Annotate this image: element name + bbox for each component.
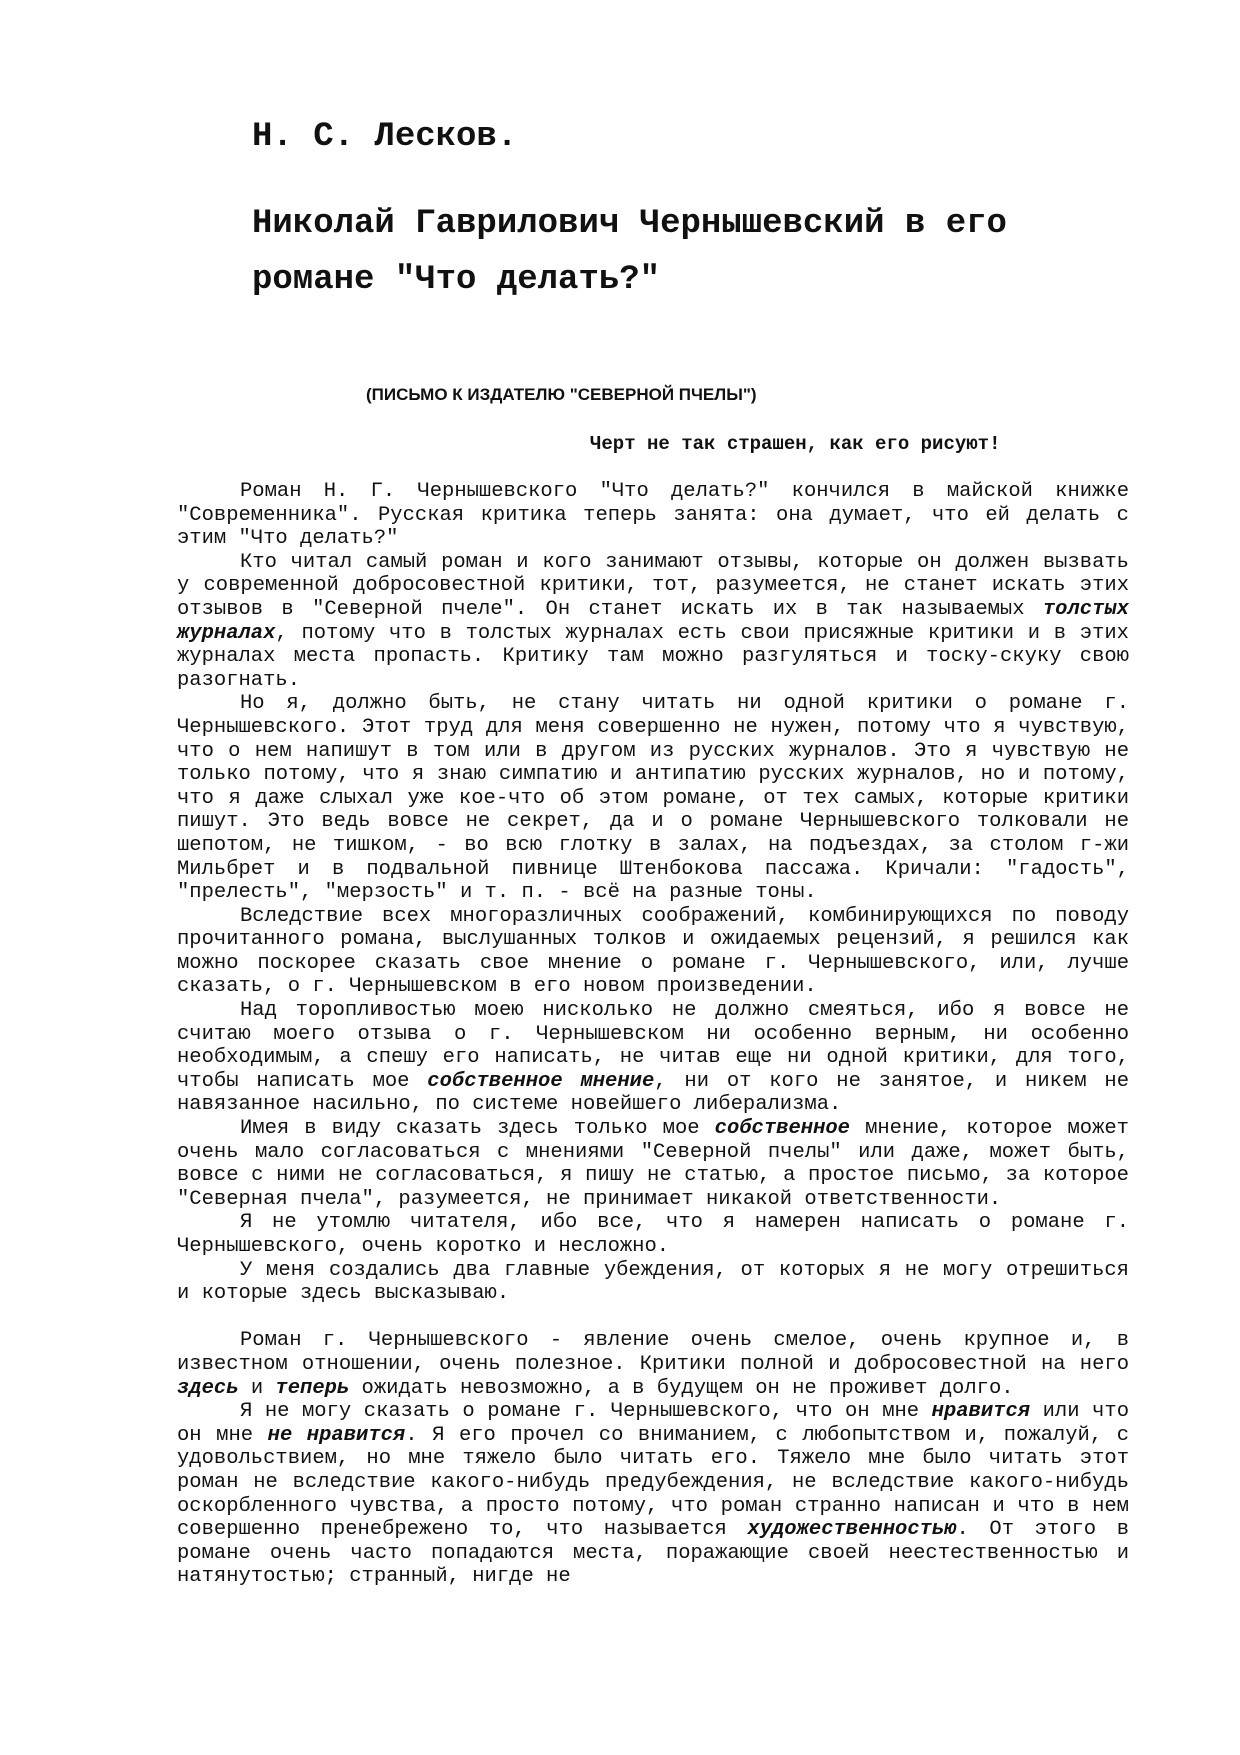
title-line-2: романе "Что делать?" <box>252 261 661 299</box>
emphasis: толстых журналах <box>177 597 1129 645</box>
body-text <box>177 480 1129 1589</box>
paragraph-9: Роман г. Чернышевского - явление очень смелое, очень крупное и, в известном отношении, очень полезное. Критики полной и добросовестной на него здесь и теперь ожидать невозможно, а в будущем он не проживет долго. <box>177 1329 1129 1400</box>
emphasis: здесь <box>177 1376 239 1400</box>
epigraph: Черт не так страшен, как его рисуют! <box>590 433 1001 455</box>
paragraph-2: Кто читал самый роман и кого занимают отзывы, которые он должен вызвать у современной добросовестной критики, тот, разумеется, не станет искать этих отзывов в "Северной пчеле". Он станет искать их в так называемых толстых журналах, потому что в толстых журналах есть свои присяжные критики и в этих журналах места пропасть. Критику там можно разгуляться и тоску-скуку свою разогнать. <box>177 550 1129 692</box>
paragraph-10: Я не могу сказать о романе г. Чернышевского, что он мне нравится или что он мне не нравится. Я его прочел со вниманием, с любопытством и, пожалуй, с удовольствием, но мне тяжело было читать его. Тяжело мне было читать этот роман не вследствие какого-нибудь предубеждения, не вследствие какого-нибудь оскорбленного чувства, а просто потому, что роман странно написан и что в нем совершенно пренебрежено то, что называется художественностью. От этого в романе очень часто попадаются места, поражающие своей неестественностью и натянутостью; странный, нигде не <box>177 1400 1129 1589</box>
paragraph-8: У меня создались два главные убеждения, от которых я не могу отрешиться и которые здесь высказываю. <box>177 1258 1129 1306</box>
title-line-1: Николай Гаврилович Чернышевский в его <box>252 205 1007 243</box>
document-title <box>252 196 1152 308</box>
emphasis: не нравится <box>267 1423 406 1447</box>
author-heading: Н. С. Лесков. <box>252 118 518 156</box>
emphasis: собственное <box>714 1117 850 1141</box>
subtitle: (ПИСЬМО К ИЗДАТЕЛЮ "СЕВЕРНОЙ ПЧЕЛЫ") <box>366 385 757 404</box>
emphasis: художественностью <box>747 1518 957 1542</box>
paragraph-3: Но я, должно быть, не стану читать ни одной критики о романе г. Чернышевского. Этот труд для меня совершенно не нужен, потому что я чувствую, что о нем напишут в том или в другом из русских журналов. Это я чувствую не только потому, что я знаю симпатию и антипатию русских журналов, но и потому, что я даже слыхал уже кое-что об этом романе, от тех самых, которые критики пишут. Это ведь вовсе не секрет, да и о романе Чернышевского толковали не шепотом, не тишком, - во всю глотку в залах, на подъездах, за столом г-жи Мильбрет и в подвальной пивнице Штенбокова пассажа. Кричали: "гадость", "прелесть", "мерзость" и т. п. - всё на разные тоны. <box>177 692 1129 905</box>
emphasis: теперь <box>275 1376 350 1400</box>
emphasis: собственное мнение <box>427 1069 655 1093</box>
paragraph-5: Над торопливостью моею нисколько не должно смеяться, ибо я вовсе не считаю моего отзыва о г. Чернышевском ни особенно верным, ни особенно необходимым, а спешу его написать, не читав еще ни одной критики, для того, чтобы написать мое собственное мнение, ни от кого не занятое, и никем не навязанное насильно, по системе новейшего либерализма. <box>177 999 1129 1117</box>
paragraph-6: Имея в виду сказать здесь только мое собственное мнение, которое может очень мало согласоваться с мнениями "Северной пчелы" или даже, может быть, вовсе с ними не согласоваться, я пишу не статью, а простое письмо, за которое "Северная пчела", разумеется, не принимает никакой ответственности. <box>177 1117 1129 1211</box>
paragraph-4: Вследствие всех многоразличных соображений, комбинирующихся по поводу прочитанного романа, выслушанных толков и ожидаемых рецензий, я решился как можно поскорее сказать свое мнение о романе г. Чернышевского, или, лучше сказать, о г. Чернышевском в его новом произведении. <box>177 904 1129 999</box>
emphasis: нравится <box>931 1400 1031 1424</box>
paragraph-1: Роман Н. Г. Чернышевского "Что делать?" кончился в майской книжке "Современника". Русская критика теперь занята: она думает, что ей делать с этим "Что делать?" <box>177 480 1129 551</box>
paragraph-7: Я не утомлю читателя, ибо все, что я намерен написать о романе г. Чернышевского, очень коротко и несложно. <box>177 1211 1129 1258</box>
